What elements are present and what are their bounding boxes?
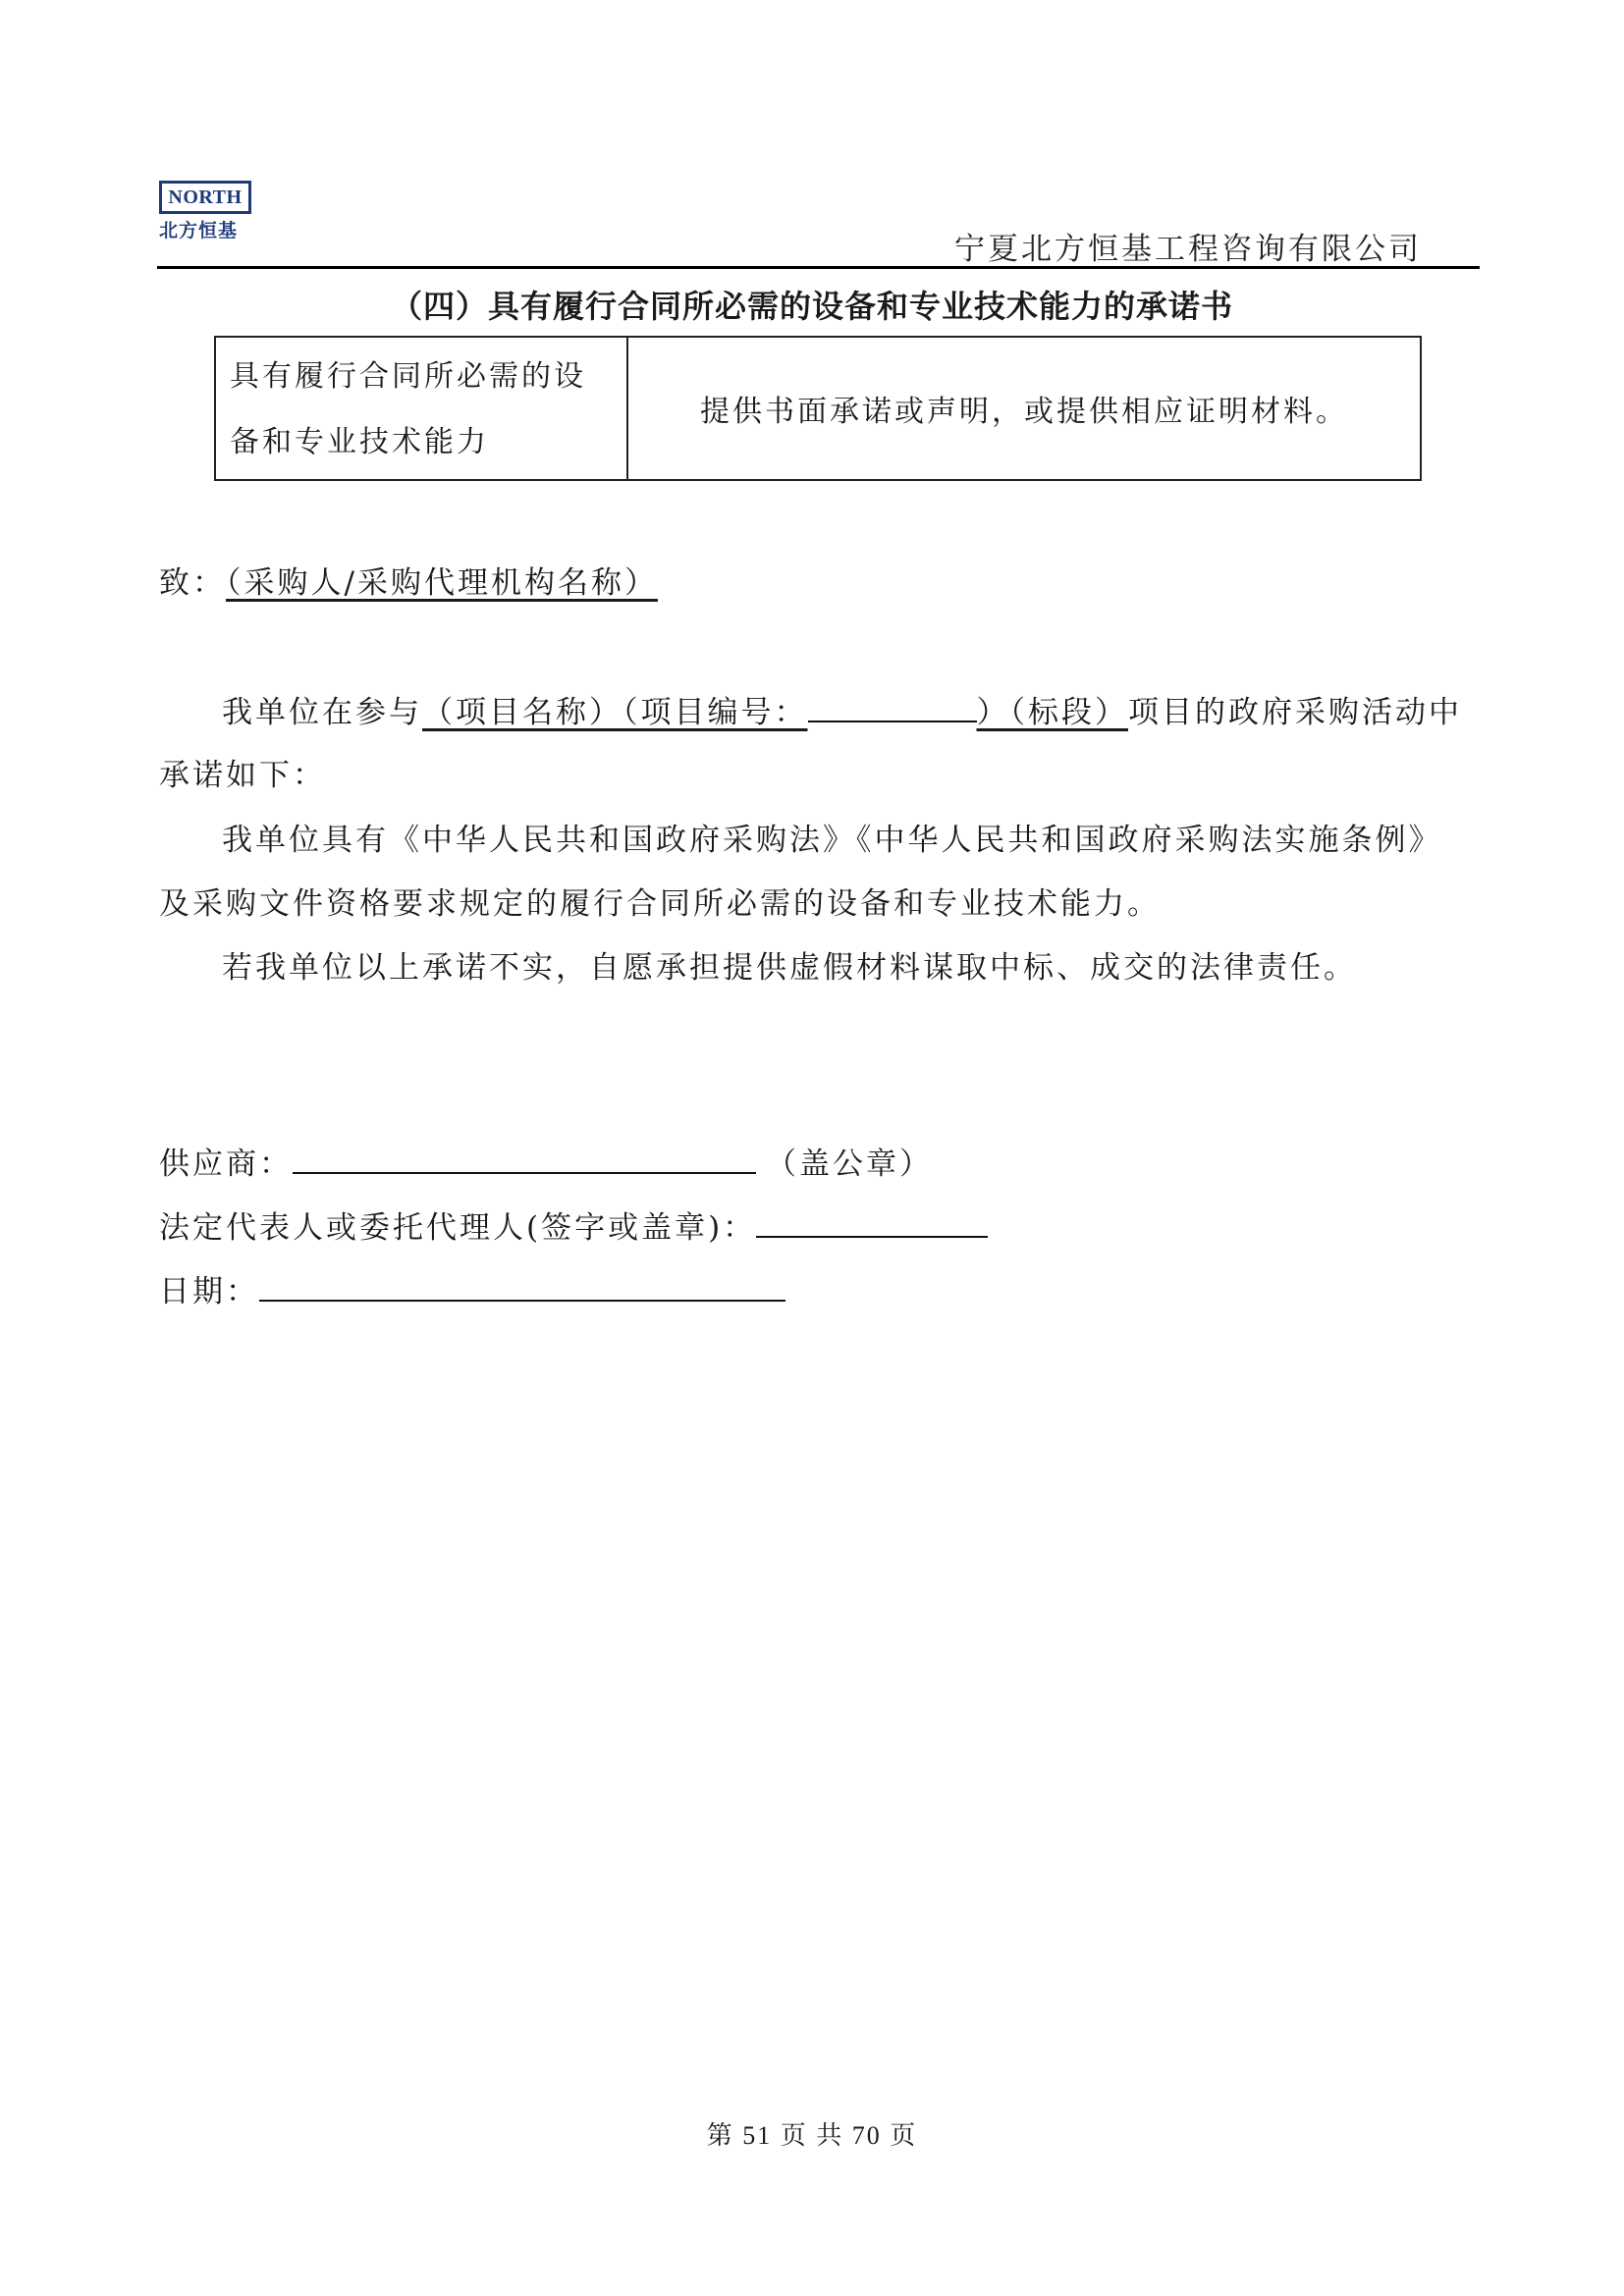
supplier-label: 供应商： [159,1147,293,1182]
paragraph-3: 若我单位以上承诺不实，自愿承担提供虚假材料谋取中标、成交的法律责任。 [222,950,1357,986]
addressee-label: 致： [159,565,226,601]
logo-chinese-name: 北方恒基 [159,220,239,241]
company-name: 宁夏北方恒基工程咨询有限公司 [954,232,1422,267]
page-number: 第 51 页 共 70 页 [706,2121,918,2150]
seal-note: （盖公章） [766,1147,933,1182]
addressee-value: （采购人/采购代理机构名称） [226,565,658,601]
representative-line [159,1202,988,1247]
paragraph-1-line-2: 承诺如下： [159,758,326,793]
paragraph-2-line-1: 我单位具有《中华人民共和国政府采购法》《中华人民共和国政府采购法实施条例》 [222,823,1442,858]
para1-suffix: 项目的政府采购活动中 [1128,695,1462,730]
date-label: 日期： [159,1274,259,1309]
supplier-blank [293,1145,756,1174]
evidence-text: 提供书面承诺或声明，或提供相应证明材料。 [700,395,1348,429]
project-number-blank [808,720,977,722]
company-logo [159,181,257,242]
paragraph-2-line-2: 及采购文件资格要求规定的履行合同所必需的设备和专业技术能力。 [159,886,1161,922]
para1-close-text: ）（标段） [976,695,1128,730]
addressee-line [159,558,658,602]
paragraph-1-line-1 [222,687,1462,731]
para1-prefix: 我单位在参与 [222,695,422,730]
representative-label: 法定代表人或委托代理人(签字或盖章)： [159,1210,757,1246]
requirement-line-1: 具有履行合同所必需的设 [230,359,586,394]
para1-project [422,695,1128,730]
header-rule [157,266,1480,269]
representative-blank [756,1208,988,1238]
supplier-line [159,1139,933,1183]
page-title: （四）具有履行合同所必需的设备和专业技术能力的承诺书 [390,288,1233,325]
para1-project-text: （项目名称）（项目编号： [422,695,808,730]
requirement-cell [216,338,628,479]
requirement-line-2: 备和专业技术能力 [230,425,489,459]
logo-box: NORTH [159,181,251,214]
requirement-table [214,336,1422,481]
date-blank [259,1272,785,1302]
date-line [159,1266,785,1310]
evidence-cell [628,338,1420,479]
